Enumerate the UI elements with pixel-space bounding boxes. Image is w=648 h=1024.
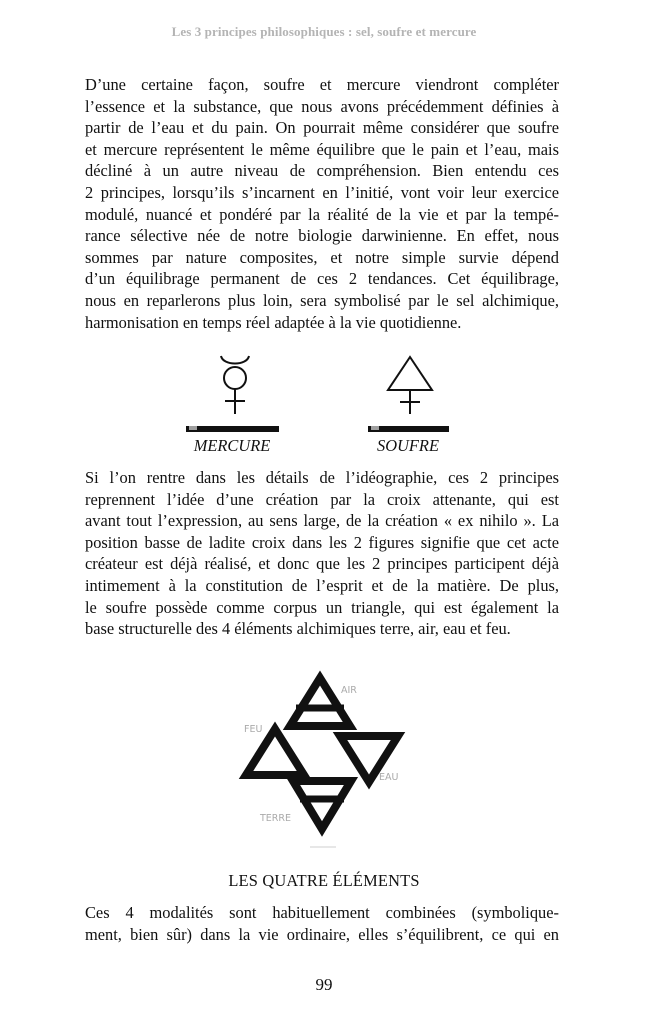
- text-line: rance sélective née de notre biologie darwinienne. En effet, nous: [85, 226, 559, 246]
- paragraph-modalites: [85, 902, 559, 945]
- text-line: position basse de ladite croix dans les 2 figures signifie que cet acte: [85, 532, 559, 552]
- text-line: créateur est déjà réalisé, et donc que les 2 principes participent déjà: [85, 554, 559, 574]
- figure-caption: LES QUATRE ÉLÉMENTS: [228, 871, 420, 890]
- sulfur-symbol-icon: [384, 354, 436, 416]
- text-line: nous en reparlerons plus loin, sera symbolisé par le sel alchimique,: [85, 290, 559, 310]
- water-label: EAU: [379, 772, 399, 783]
- fire-label: FEU: [244, 724, 263, 735]
- text-line: intimement à la constitution de l’esprit et de la matière. De plus,: [85, 575, 559, 595]
- text-line: Ces 4 modalités sont habituellement combinées (symbolique-: [85, 903, 559, 922]
- text-line: 2 principes, lorsqu’ils s’incarnent en l’initié, vont voir leur exercice: [85, 182, 559, 202]
- running-header: Les 3 principes philosophiques : sel, soufre et mercure: [171, 24, 477, 39]
- text-line: base structurelle des 4 éléments alchimiques terre, air, eau et feu.: [85, 619, 511, 639]
- earth-symbol-icon: [293, 781, 351, 829]
- text-line: reprennent l’idée d’une création par la croix attenante, qui est: [85, 489, 559, 509]
- page-number: 99: [315, 975, 333, 994]
- text-line: décliné à un autre niveau de compréhension. Bien entendu ces: [85, 161, 559, 181]
- text-line: Si l’on rentre dans les détails de l’idéographie, ces 2 principes: [85, 468, 559, 487]
- text-line: l’essence et la substance, que nous avons précédemment définies à: [85, 96, 559, 116]
- sulfur-caption: SOUFRE: [377, 436, 439, 455]
- earth-label: TERRE: [260, 813, 292, 824]
- mercury-caption-bar: [186, 426, 279, 432]
- text-line: avant tout l’expression, au sens large, de la création « ex nihilo ». La: [85, 511, 559, 531]
- fire-symbol-icon: [246, 729, 304, 775]
- text-line: harmonisation en temps réel adaptée à la vie quotidienne.: [85, 312, 462, 332]
- four-elements-figure: [238, 668, 414, 854]
- mercury-symbol-icon: [213, 354, 257, 416]
- text-line: et mercure représentent le même équilibre que le pain et l’eau, mais: [85, 139, 559, 159]
- mercury-caption: MERCURE: [193, 436, 271, 455]
- text-line: partir de l’eau et du pain. On pourrait même considérer que soufre: [85, 118, 559, 138]
- text-line: le soufre possède comme corpus un triangle, qui est également la: [85, 597, 559, 617]
- paragraph-ideographie: [85, 467, 559, 640]
- text-line: sommes par nature composites, et notre simple survie dépend: [85, 247, 559, 267]
- air-label: AIR: [341, 685, 357, 696]
- paragraph-soufre-mercure: [85, 74, 559, 333]
- text-line: d’un équilibrage permanent de ces 2 tendances. Cet équilibrage,: [85, 269, 559, 289]
- text-line: D’une certaine façon, soufre et mercure viendront compléter: [85, 75, 559, 94]
- text-line: ment, bien sûr) dans la vie ordinaire, elles s’équilibrent, ce qui en: [85, 924, 559, 944]
- text-line: modulé, nuancé et pondéré par la réalité de la vie et par la tempé-: [85, 204, 559, 224]
- sulfur-caption-bar: [368, 426, 449, 432]
